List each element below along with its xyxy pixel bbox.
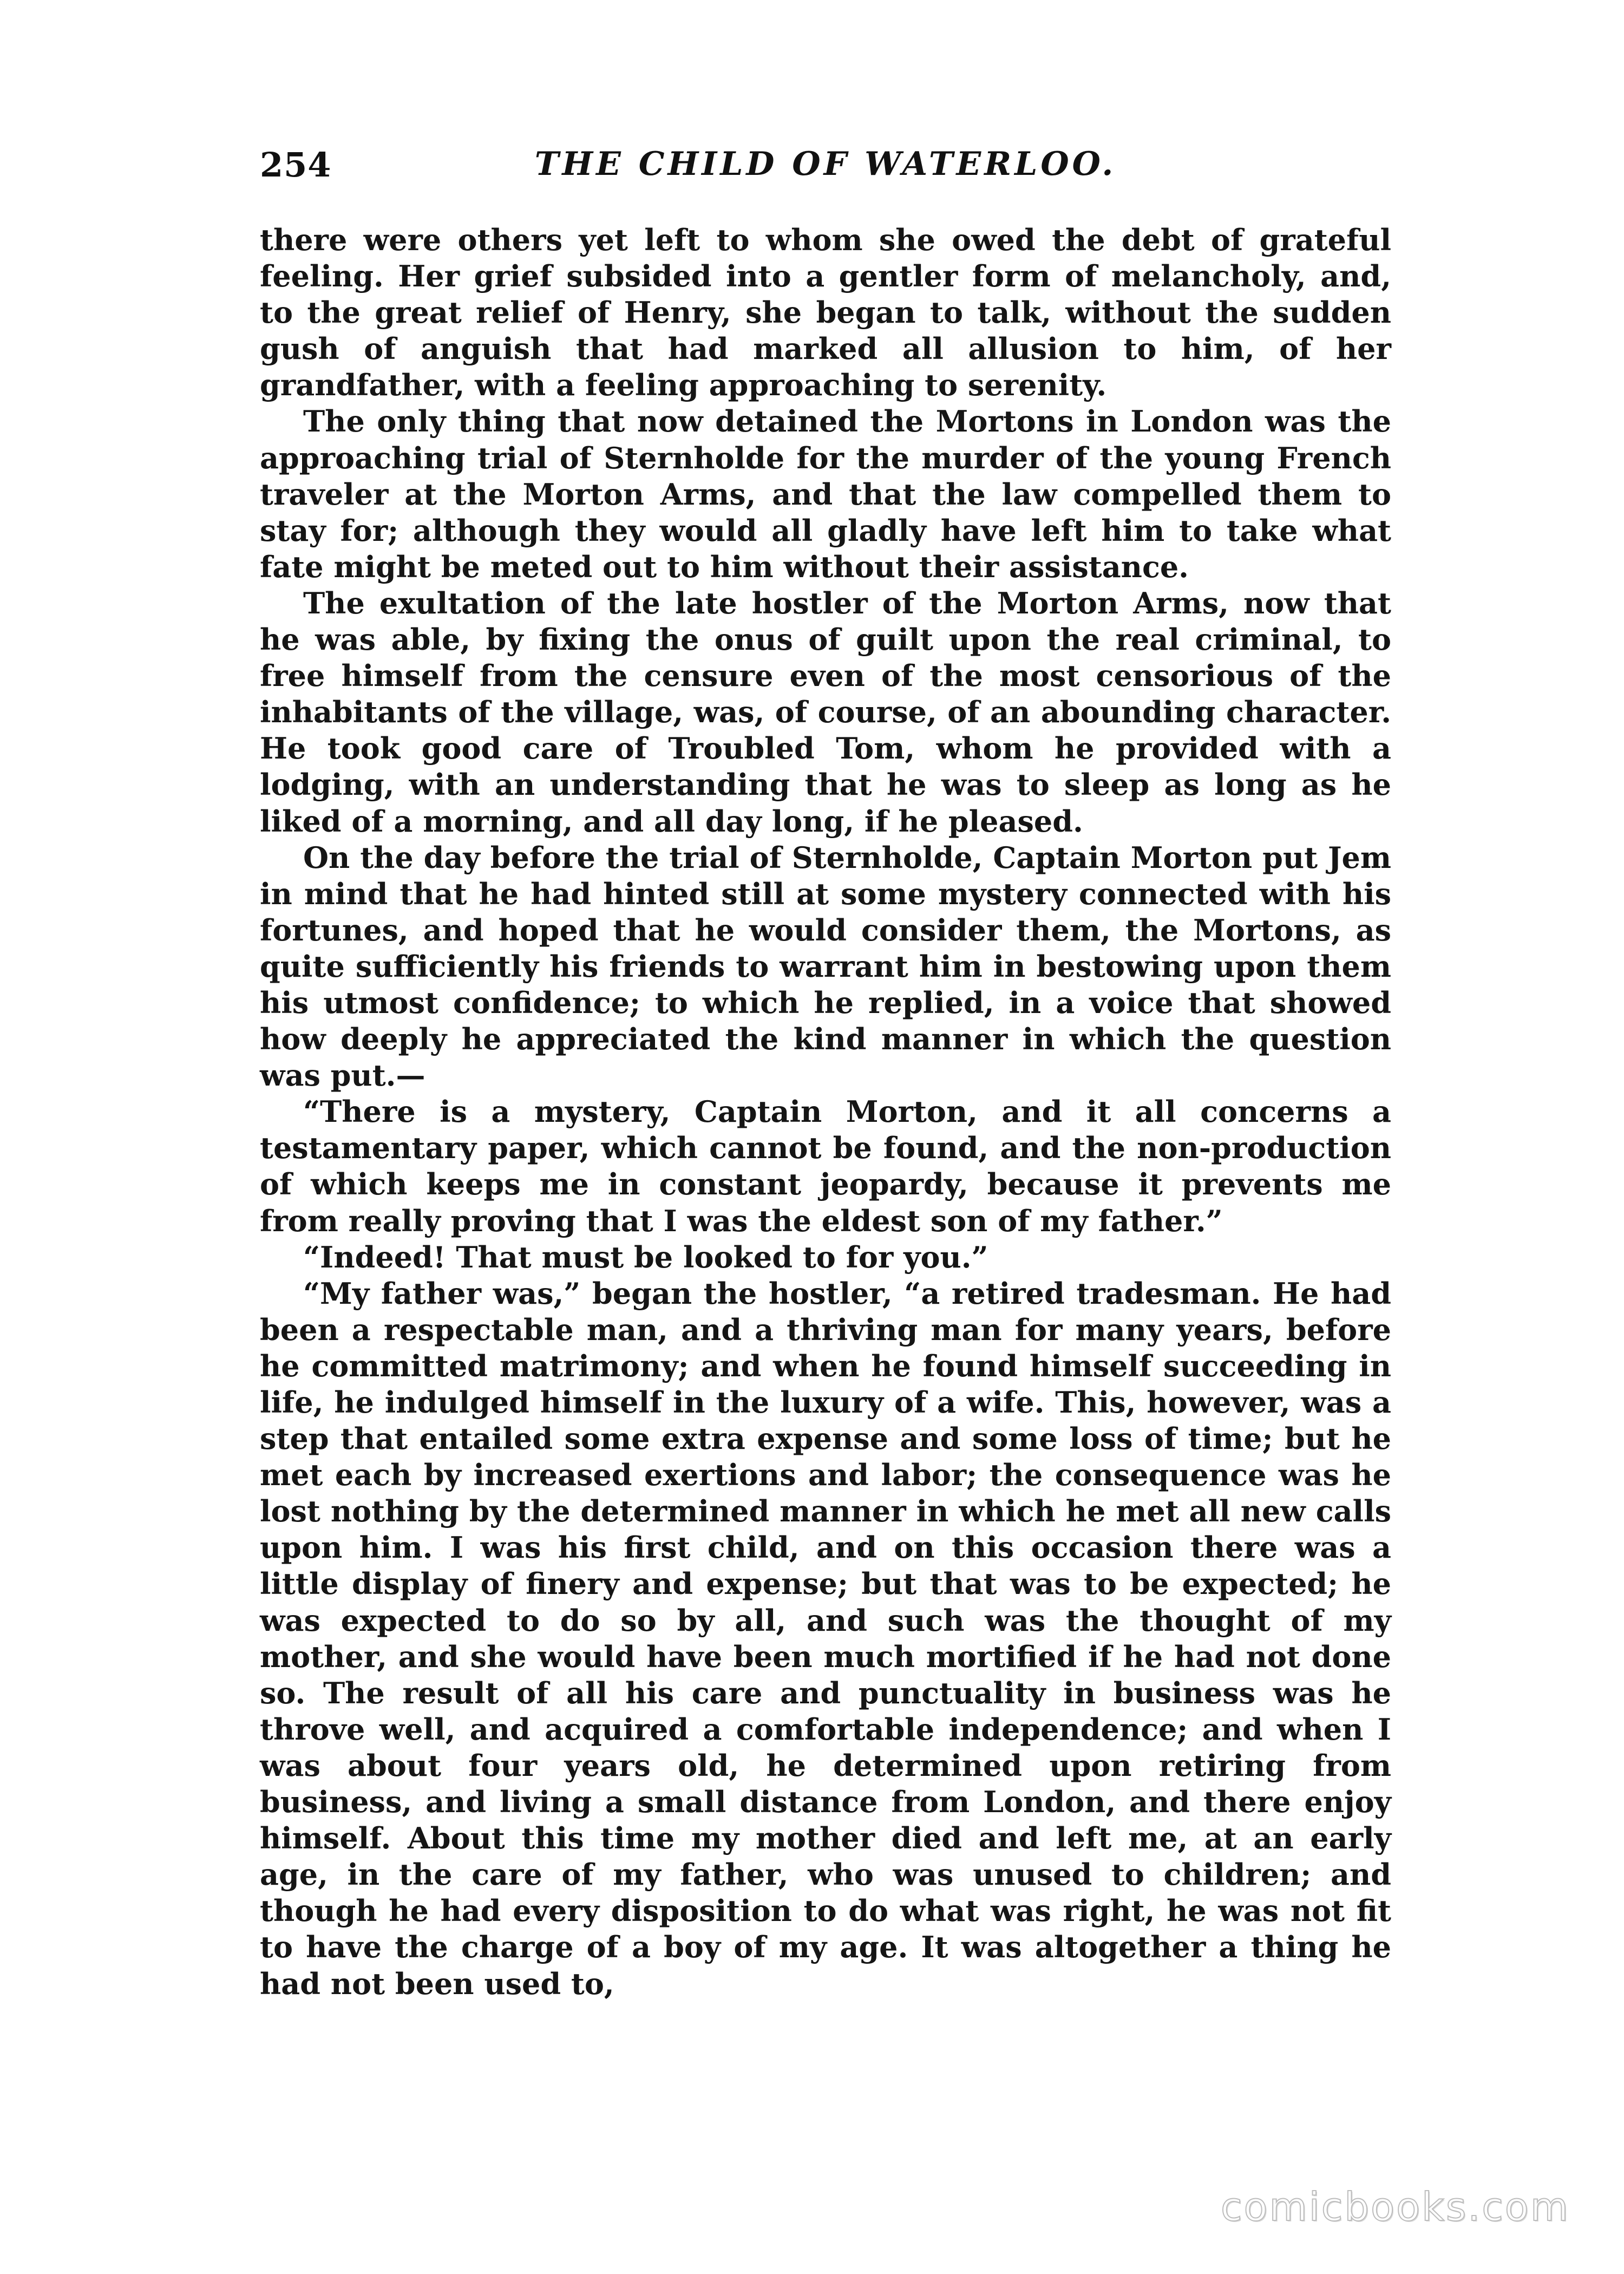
watermark: comicbooks.com — [1220, 2184, 1570, 2230]
body-text — [260, 222, 1391, 2002]
paragraph: “There is a mystery, Captain Morton, and it all concerns a testamentary paper, which cannot be found, and the non-production of which keeps me in constant jeopardy, because it prevents me from really proving that I was the eldest son of my father.” — [260, 1094, 1391, 1238]
paragraph: “My father was,” began the hostler, “a retired tradesman. He had been a respectable man, and a thriving man for many years, before he committed matrimony; and when he found himself succeeding in life, he indulged himself in the luxury of a wife. This, however, was a step that entailed some extra expense and some loss of time; but he met each by increased exertions and labor; the consequence was he lost nothing by the determined manner in which he met all new calls upon him. I was his first child, and on this occasion there was a little display of finery and expense; but that was to be expected; he was expected to do so by all, and such was the thought of my mother, and she would have been much mortified if he had not done so. The result of all his care and punctuality in business was he throve well, and acquired a comfortable independence; and when I was about four years old, he determined upon retiring from business, and living a small distance from London, and there enjoy himself. About this time my mother died and left me, at an early age, in the care of my father, who was unused to children; and though he had every disposition to do what was right, he was not fit to have the charge of a boy of my age. It was altogether a thing he had not been used to, — [260, 1276, 1391, 2001]
paragraph: The only thing that now detained the Mortons in London was the approaching trial of Sternholde for the murder of the young French traveler at the Morton Arms, and that the law compelled them to stay for; although they would all gladly have left him to take what fate might be meted out to him without their assistance. — [260, 404, 1391, 584]
paragraph: “Indeed! That must be looked to for you.” — [303, 1239, 988, 1275]
paragraph: On the day before the trial of Sternholde, Captain Morton put Jem in mind that he had hinted still at some mystery connected with his fortunes, and hoped that he would consider them, the Mortons, as quite sufficiently his friends to warrant him in bestowing upon them his utmost confidence; to which he replied, in a voice that showed how deeply he appreciated the kind manner in which the question was put.— — [260, 840, 1391, 1093]
page-number: 254 — [260, 145, 332, 185]
paragraph: The exultation of the late hostler of the Morton Arms, now that he was able, by fixing the onus of guilt upon the real criminal, to free himself from the censure even of the most censorious of the inhabitants of the village, was, of course, of an abounding character. He took good care of Troubled Tom, whom he provided with a lodging, with an understanding that he was to sleep as long as he liked of a morning, and all day long, if he pleased. — [260, 585, 1391, 839]
book-title: THE CHILD OF WATERLOO. — [534, 145, 1117, 183]
running-head — [260, 145, 1391, 205]
paragraph: there were others yet left to whom she owed the debt of grateful feeling. Her grief subsided into a gentler form of melancholy, and, to the great relief of Henry, she began to talk, without the sudden gush of anguish that had marked all allusion to him, of her grandfather, with a feeling approaching to serenity. — [260, 223, 1391, 403]
